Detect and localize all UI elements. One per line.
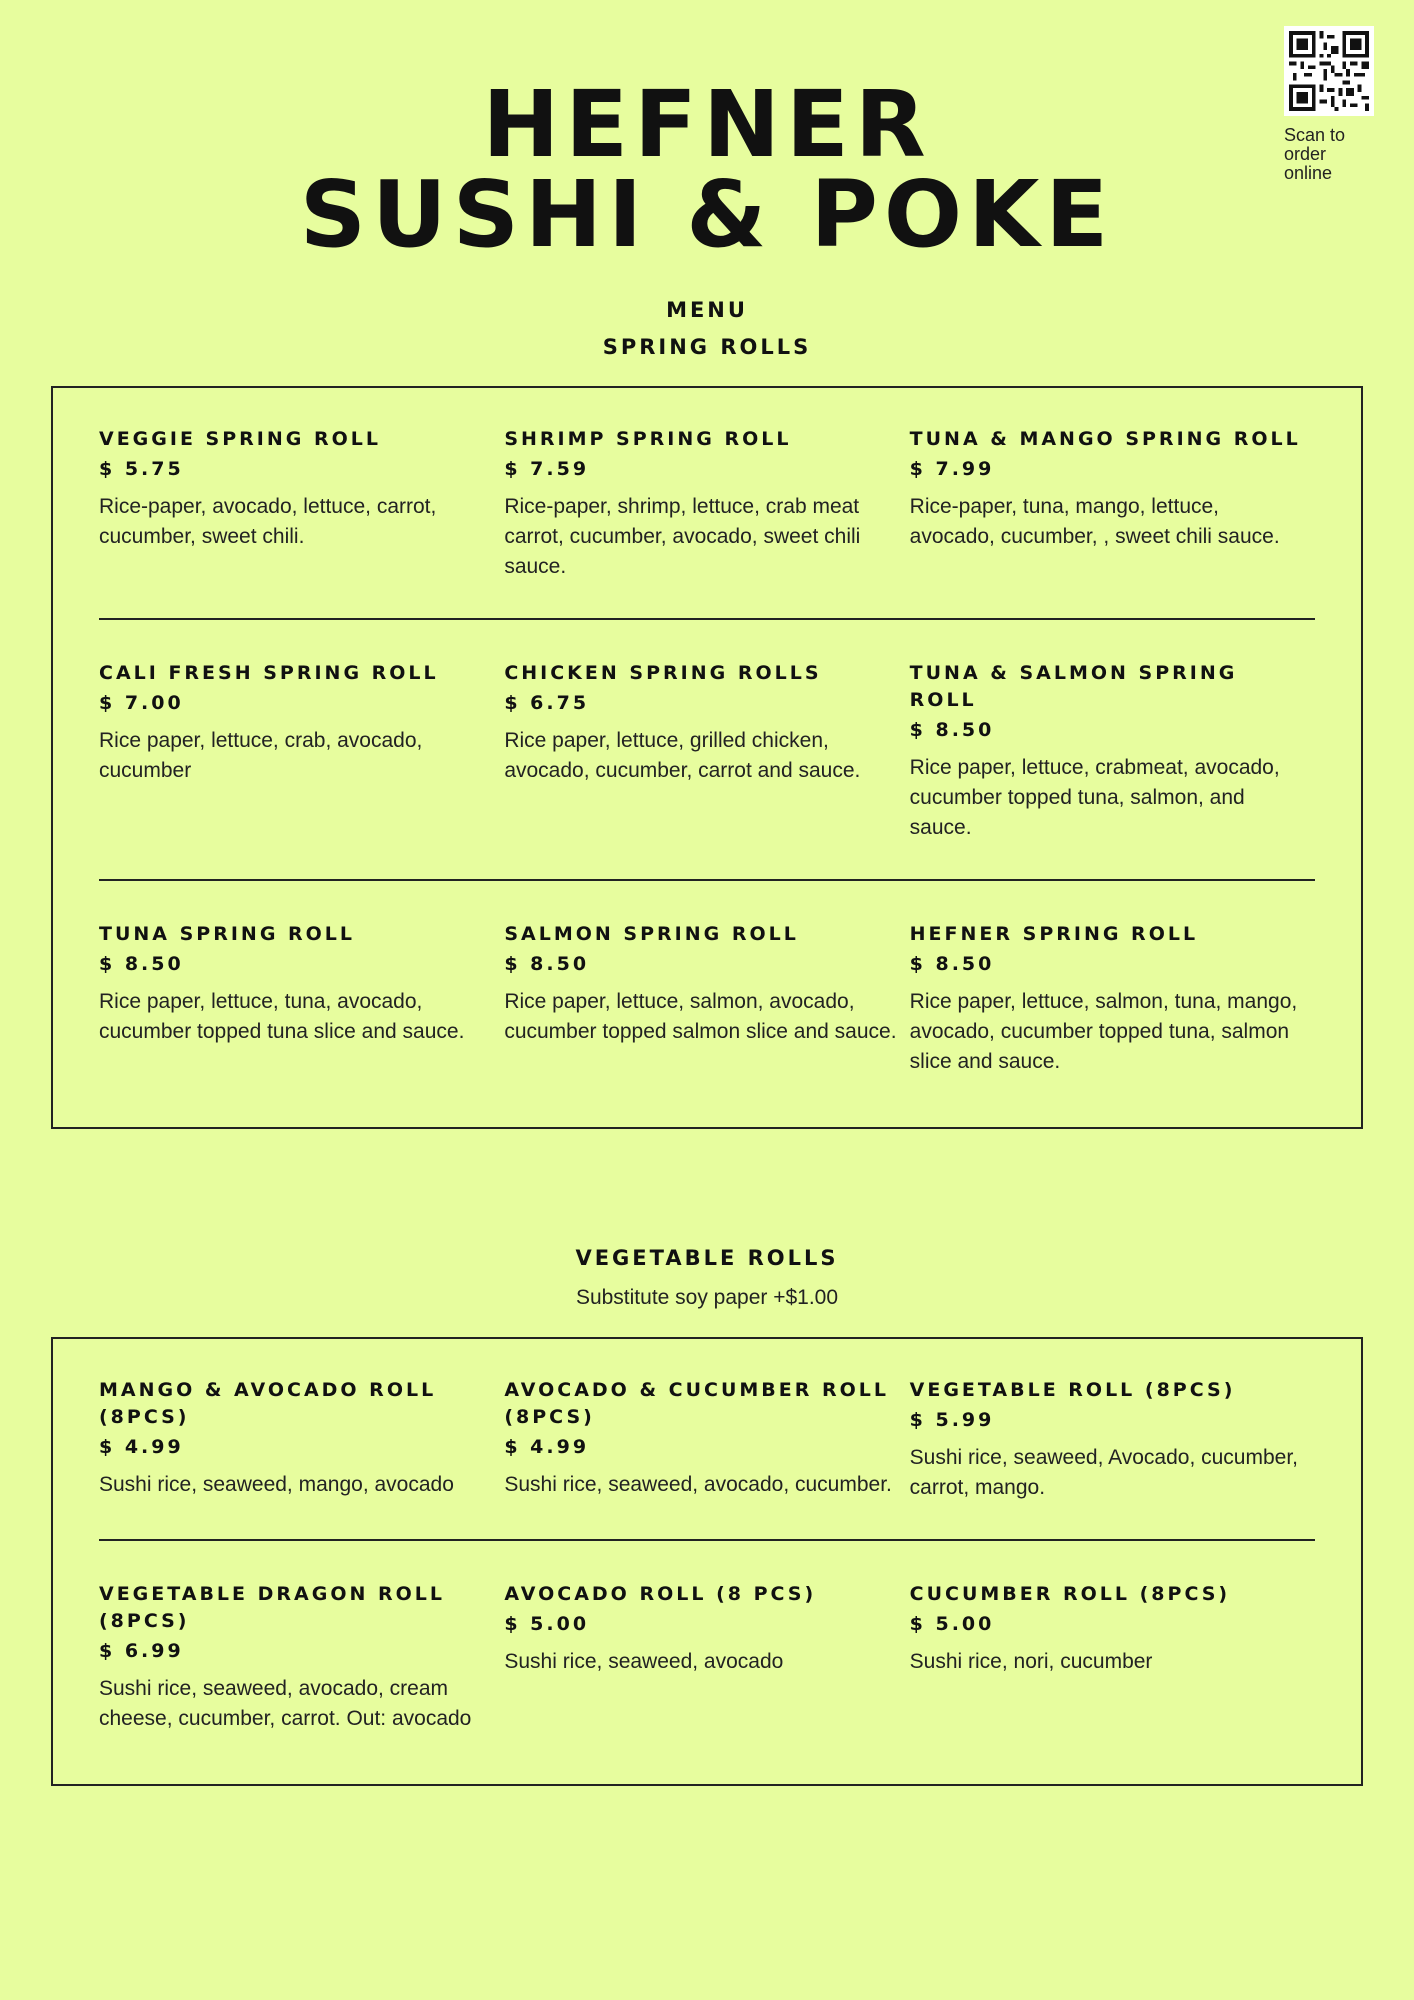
item-description: Rice paper, lettuce, crabmeat, avocado, cucumber topped tuna, salmon, and sauce. xyxy=(909,756,1280,839)
vegetable-rolls-heading: VEGETABLE ROLLS xyxy=(575,1246,839,1270)
vegetable-rolls-note: Substitute soy paper +$1.00 xyxy=(575,1286,839,1309)
item-name: VEGETABLE DRAGON ROLL (8PCS) xyxy=(99,1583,445,1632)
menu-item xyxy=(910,660,1315,879)
item-price: $ 8.50 xyxy=(99,953,184,975)
qr-order-block[interactable] xyxy=(1284,26,1380,183)
item-price: $ 7.99 xyxy=(909,458,995,480)
item-price: $ 5.00 xyxy=(504,1613,590,1635)
item-price: $ 6.99 xyxy=(99,1640,184,1662)
item-name: VEGETABLE ROLL (8PCS) xyxy=(909,1379,1236,1401)
item-name: CHICKEN SPRING ROLLS xyxy=(504,662,822,684)
menu-item xyxy=(910,921,1315,1113)
restaurant-title xyxy=(0,71,1414,268)
menu-row xyxy=(99,426,1315,620)
item-price: $ 7.59 xyxy=(504,458,590,480)
qr-code-icon[interactable] xyxy=(1284,26,1374,116)
item-price: $ 8.50 xyxy=(909,953,995,975)
item-description: Sushi rice, seaweed, avocado, cucumber. xyxy=(504,1473,892,1496)
item-name: TUNA SPRING ROLL xyxy=(99,923,356,945)
item-price: $ 4.99 xyxy=(99,1436,184,1458)
item-name: CALI FRESH SPRING ROLL xyxy=(99,662,439,684)
item-name: AVOCADO & CUCUMBER ROLL (8PCS) xyxy=(504,1379,889,1428)
menu-row xyxy=(99,921,1315,1113)
item-name: SHRIMP SPRING ROLL xyxy=(504,428,792,450)
menu-item xyxy=(99,1377,504,1539)
menu-item xyxy=(99,660,504,879)
menu-item xyxy=(99,1581,504,1770)
menu-item xyxy=(504,660,909,879)
item-description: Rice-paper, tuna, mango, lettuce, avocado, cucumber, , sweet chili sauce. xyxy=(909,495,1280,548)
item-price: $ 5.99 xyxy=(909,1409,995,1431)
item-price: $ 4.99 xyxy=(504,1436,590,1458)
item-description: Sushi rice, seaweed, mango, avocado xyxy=(99,1473,454,1496)
item-description: Sushi rice, nori, cucumber xyxy=(909,1650,1153,1673)
menu-row xyxy=(99,660,1315,881)
menu-item xyxy=(910,426,1315,618)
item-name: SALMON SPRING ROLL xyxy=(504,923,799,945)
menu-item xyxy=(910,1581,1315,1770)
item-price: $ 6.75 xyxy=(504,692,590,714)
item-description: Sushi rice, seaweed, Avocado, cucumber, carrot, mango. xyxy=(909,1446,1298,1499)
item-description: Rice-paper, avocado, lettuce, carrot, cucumber, sweet chili. xyxy=(99,495,437,548)
item-name: TUNA & MANGO SPRING ROLL xyxy=(909,428,1301,450)
menu-row xyxy=(99,1581,1315,1770)
item-price: $ 5.75 xyxy=(99,458,184,480)
vegetable-rolls-box xyxy=(51,1337,1363,1786)
item-price: $ 7.00 xyxy=(99,692,184,714)
item-name: HEFNER SPRING ROLL xyxy=(909,923,1199,945)
item-price: $ 8.50 xyxy=(909,719,995,741)
menu-item xyxy=(504,921,909,1113)
item-name: AVOCADO ROLL (8 PCS) xyxy=(504,1583,817,1605)
menu-item xyxy=(99,921,504,1113)
item-name: TUNA & SALMON SPRING ROLL xyxy=(909,662,1238,711)
item-name: CUCUMBER ROLL (8PCS) xyxy=(909,1583,1231,1605)
item-price: $ 8.50 xyxy=(504,953,590,975)
menu-item xyxy=(504,1377,909,1539)
menu-row xyxy=(99,1377,1315,1541)
item-price: $ 5.00 xyxy=(909,1613,995,1635)
item-description: Sushi rice, seaweed, avocado xyxy=(504,1650,784,1673)
menu-item xyxy=(504,426,909,618)
item-description: Rice paper, lettuce, grilled chicken, avocado, cucumber, carrot and sauce. xyxy=(504,729,861,782)
item-description: Sushi rice, seaweed, avocado, cream cheese, cucumber, carrot. Out: avocado xyxy=(99,1677,472,1730)
qr-caption: Scan to order online xyxy=(1284,125,1346,183)
item-description: Rice paper, lettuce, crab, avocado, cucumber xyxy=(99,729,423,782)
menu-item xyxy=(99,426,504,618)
menu-label: MENU xyxy=(666,298,748,322)
spring-rolls-box xyxy=(51,386,1363,1129)
item-description: Rice paper, lettuce, salmon, avocado, cucumber topped salmon slice and sauce. xyxy=(504,990,897,1043)
item-name: MANGO & AVOCADO ROLL (8PCS) xyxy=(99,1379,437,1428)
menu-item xyxy=(910,1377,1315,1539)
item-description: Rice paper, lettuce, tuna, avocado, cucumber topped tuna slice and sauce. xyxy=(99,990,465,1043)
item-name: VEGGIE SPRING ROLL xyxy=(99,428,381,450)
title-line-1: HEFNER xyxy=(482,71,932,178)
item-description: Rice paper, lettuce, salmon, tuna, mango, avocado, cucumber topped tuna, salmon slice and sauce. xyxy=(909,990,1298,1073)
title-line-2: SUSHI & POKE xyxy=(299,161,1115,268)
item-description: Rice-paper, shrimp, lettuce, crab meat carrot, cucumber, avocado, sweet chili sauce. xyxy=(504,495,861,578)
spring-rolls-heading: SPRING ROLLS xyxy=(602,335,812,359)
menu-item xyxy=(504,1581,909,1770)
